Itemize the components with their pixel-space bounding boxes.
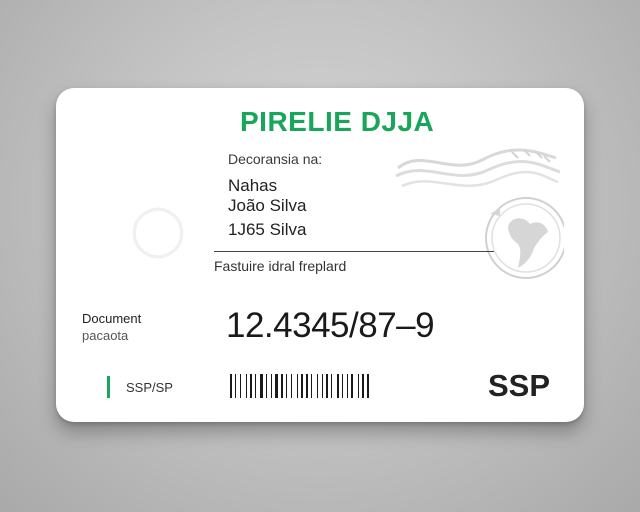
barcode-bar <box>260 374 263 398</box>
barcode-icon <box>230 374 426 398</box>
barcode-bar <box>291 374 292 398</box>
barcode-bar <box>362 374 364 398</box>
barcode-bar <box>246 374 247 398</box>
issuer-small-label: SSP/SP <box>126 380 173 395</box>
holder-name-line-1: Nahas <box>228 176 278 195</box>
barcode-bar <box>297 374 298 398</box>
barcode-bar <box>342 374 343 398</box>
barcode-bar <box>358 374 359 398</box>
ghost-emblem: ◯ <box>130 201 190 257</box>
issuer-big-label: SSP <box>488 368 551 403</box>
accent-bar <box>107 376 110 398</box>
document-label: Document <box>82 311 142 326</box>
barcode-bar <box>266 374 267 398</box>
document-sublabel: pacaota <box>82 328 129 343</box>
barcode-bar <box>326 374 328 398</box>
holder-name-line-2: João Silva <box>228 196 307 215</box>
barcode-bar <box>322 374 323 398</box>
barcode-bar <box>275 374 278 398</box>
document-number: 12.4345/87–9 <box>226 306 435 345</box>
barcode-bar <box>255 374 256 398</box>
card-title: PIRELIE DJJA <box>240 106 435 137</box>
section-label: Decoransia na: <box>228 151 323 167</box>
barcode-bar <box>271 374 272 398</box>
barcode-bar <box>351 374 353 398</box>
barcode-bar <box>367 374 369 398</box>
barcode-bar <box>235 374 236 398</box>
barcode-bar <box>230 374 232 398</box>
barcode-bar <box>306 374 308 398</box>
barcode-bar <box>281 374 283 398</box>
barcode-bar <box>301 374 303 398</box>
id-card <box>56 88 584 422</box>
barcode-bar <box>331 374 332 398</box>
barcode-bar <box>347 374 348 398</box>
barcode-bar <box>286 374 287 398</box>
barcode-bar <box>317 374 318 398</box>
barcode-bar <box>240 374 241 398</box>
signature-divider <box>214 251 494 252</box>
crest-watermark-icon <box>392 146 564 284</box>
barcode-bar <box>337 374 339 398</box>
barcode-bar <box>311 374 312 398</box>
barcode-bar <box>250 374 252 398</box>
holder-name-line-3: 1J65 Silva <box>228 220 307 239</box>
signature-caption: Fastuire idral freplard <box>214 258 347 274</box>
